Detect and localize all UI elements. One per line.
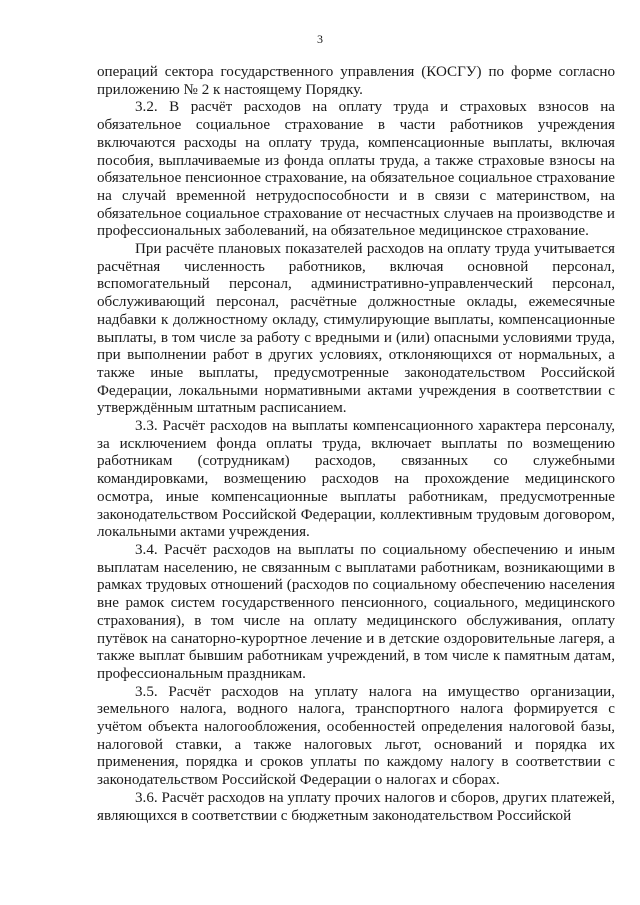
paragraph-3-4: 3.4. Расчёт расходов на выплаты по социальному обеспечению и иным выплатам населению, не связанным с выплатами работникам, возникающими в рамках трудовых отношений (расходов по социальному обеспечению населения вне рамок систем государственного пенсионного, социального, медицинского страхования), в том числе на оплату медицинского обслуживания, оплату путёвок на санаторно-курортное лечение и в детские оздоровительные лагеря, а также выплат бывшим работникам учреждений, в том числе к памятным датам, профессиональным праздникам. <box>97 541 615 682</box>
paragraph-payroll-planning: При расчёте плановых показателей расходов на оплату труда учитывается расчётная численность работников, включая основной персонал, вспомогательный персонал, административно-управленческий персонал, обслуживающий персонал, расчётные должностные оклады, ежемесячные надбавки к должностному окладу, стимулирующие выплаты, компенсационные выплаты, в том числе за работу с вредными и (или) опасными условиями труда, при выполнении работ в других условиях, отклоняющихся от нормальных, а также иные выплаты, предусмотренные законодательством Российской Федерации, локальными нормативными актами учреждения в соответствии с утверждённым штатным расписанием. <box>97 241 615 417</box>
page-number: 3 <box>317 32 323 46</box>
paragraph-3-5: 3.5. Расчёт расходов на уплату налога на имущество организации, земельного налога, водного налога, транспортного налога формируется с учётом объекта налогообложения, особенностей определения налоговой базы, налоговой ставки, а также налоговых льгот, оснований и порядка их применения, порядка и сроков уплаты по каждому налогу в соответствии с законодательством Российской Федерации о налогах и сборах. <box>97 683 615 789</box>
paragraph-continuation: операций сектора государственного управления (КОСГУ) по форме согласно приложению № 2 к настоящему Порядку. <box>97 64 615 98</box>
document-body <box>97 64 615 825</box>
paragraph-3-2: 3.2. В расчёт расходов на оплату труда и страховых взносов на обязательное социальное страхование в части работников учреждения включаются расходы на оплату труда, компенсационные выплаты, включая пособия, выплачиваемые из фонда оплаты труда, а также страховые взносы на обязательное пенсионное страхование, на обязательное социальное страхование на случай временной нетрудоспособности и в связи с материнством, на обязательное социальное страхование от несчастных случаев на производстве и профессиональных заболеваний, на обязательное медицинское страхование. <box>97 99 615 240</box>
paragraph-3-3: 3.3. Расчёт расходов на выплаты компенсационного характера персоналу, за исключением фонда оплаты труда, включает выплаты по возмещению работникам (сотрудникам) расходов, связанных со служебными командировками, возмещению расходов на прохождение медицинского осмотра, иные компенсационные выплаты работникам, предусмотренные законодательством Российской Федерации, коллективным трудовым договором, локальными актами учреждения. <box>97 418 615 541</box>
paragraph-3-6: 3.6. Расчёт расходов на уплату прочих налогов и сборов, других платежей, являющихся в соответствии с бюджетным законодательством Российской <box>97 789 615 824</box>
